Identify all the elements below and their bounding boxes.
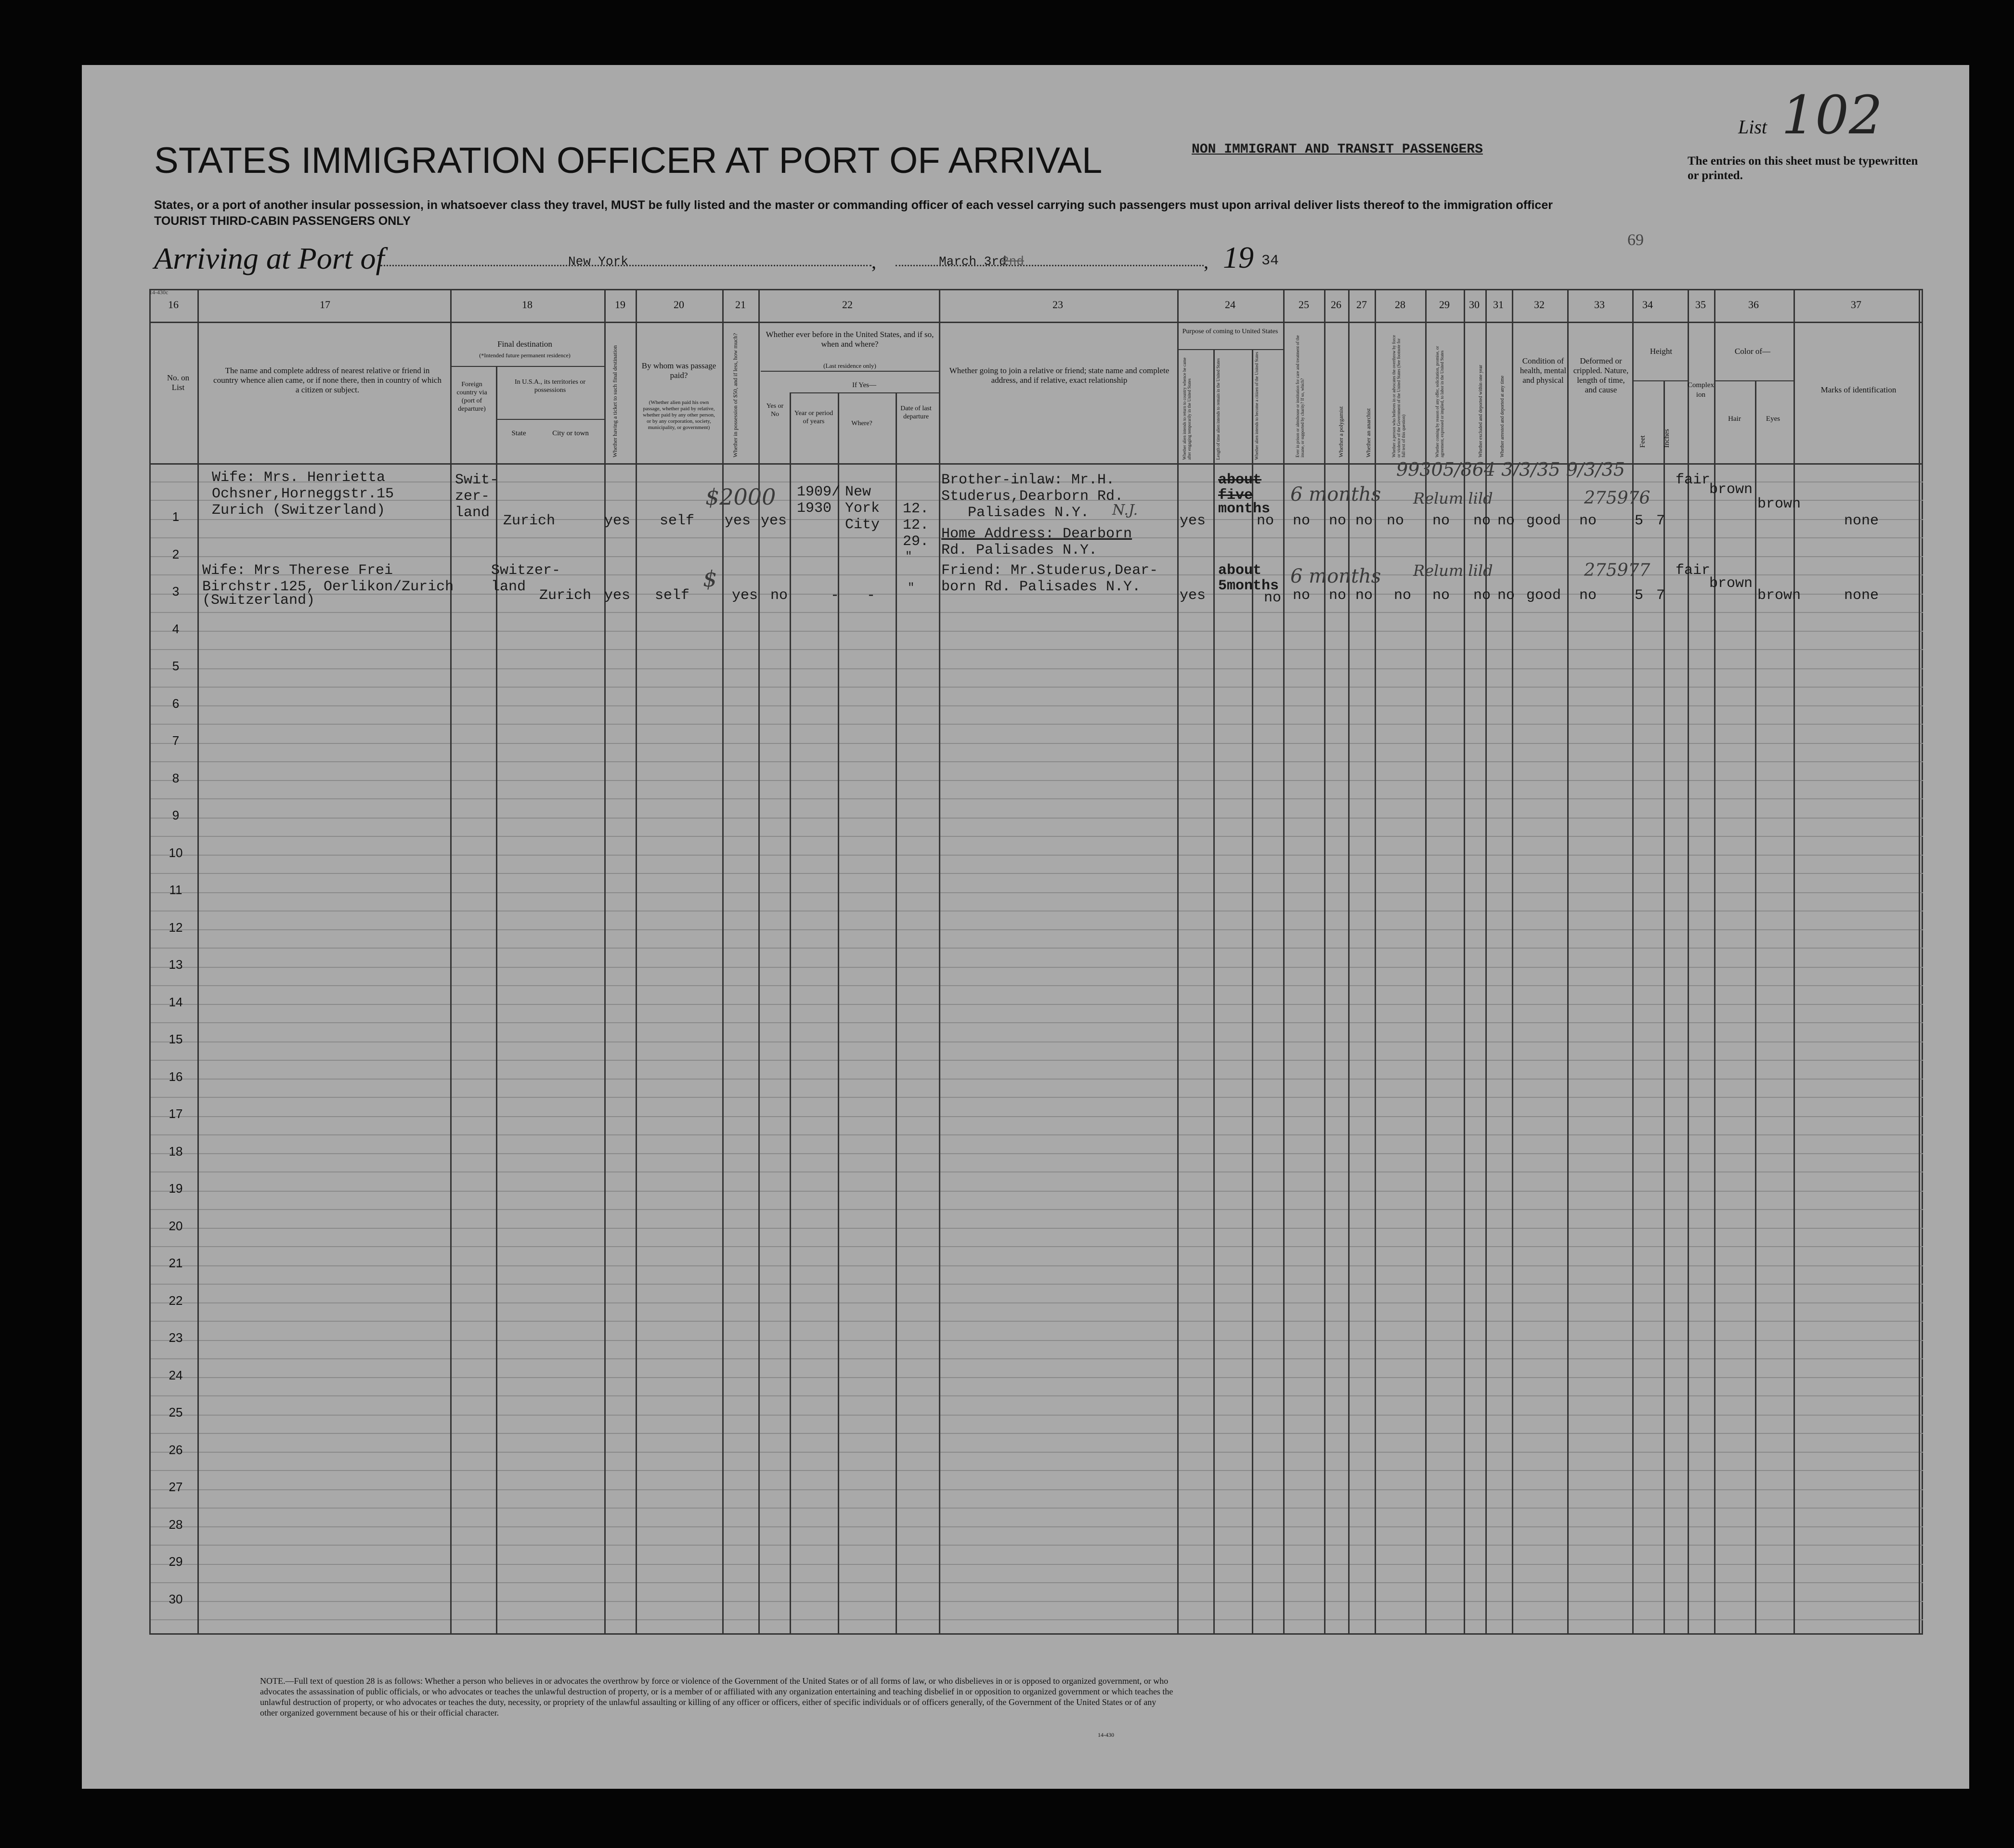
column-number: 24 — [1225, 299, 1235, 311]
row-line — [149, 1004, 1923, 1005]
row-line — [149, 743, 1923, 744]
row-line — [149, 1284, 1923, 1285]
entry1-years-2: 1930 — [797, 500, 832, 517]
row-line — [149, 1060, 1923, 1061]
entry3-anarchist: no — [1355, 587, 1373, 604]
entry1-polygamist: no — [1329, 513, 1347, 529]
entry3-money-hand: $ — [703, 566, 717, 592]
row-line — [149, 1564, 1923, 1565]
entry3-polygamist: no — [1329, 587, 1347, 604]
entry1-country-3: land — [455, 505, 490, 521]
subrule-18 — [450, 366, 604, 367]
instructions: States, or a port of another insular possession, in whatsoever class they travel, MUST be fully listed and the master or commanding officer of each vessel carrying such passengers must upon arrival deliver lists thereof to the immigration officer — [154, 198, 1553, 212]
entry1-country-2: zer- — [455, 488, 490, 505]
entry3-relative-line1: Wife: Mrs Therese Frei — [202, 562, 393, 579]
row-line — [149, 668, 1923, 669]
row-line — [149, 761, 1923, 762]
column-number: 22 — [842, 299, 853, 311]
row-number: 1 — [172, 509, 180, 524]
entry1-feet: 5 — [1635, 513, 1644, 529]
entry3-marks: none — [1844, 587, 1879, 604]
row-line — [149, 1508, 1923, 1509]
entry1-labor: no — [1432, 513, 1450, 529]
row-number: 26 — [169, 1442, 183, 1457]
entry1-departure-2: 12. — [903, 517, 929, 534]
column-line — [838, 392, 839, 1635]
entry1-complexion: fair — [1676, 472, 1711, 488]
arrival-port: New York — [568, 254, 628, 269]
header-deformed: Deformed or crippled. Nature, length of time, and cause — [1573, 356, 1629, 394]
column-line — [636, 289, 637, 1635]
entry1-overthrow: no — [1387, 513, 1404, 529]
row-line — [149, 985, 1923, 986]
header-purpose: Purpose of coming to United States — [1182, 328, 1278, 335]
entry3-relative-line3: (Switzerland) — [202, 592, 315, 609]
comma: , — [871, 251, 876, 273]
entry3-money: yes — [732, 587, 758, 604]
entry1-eyes: brown — [1757, 496, 1801, 512]
typewritten-note: The entries on this sheet must be typewritten or printed. — [1688, 155, 1918, 182]
row-number: 24 — [169, 1367, 183, 1382]
header-years: Year or period of years — [794, 410, 833, 425]
header-final-destination: Final destination — [497, 339, 552, 349]
entry3-labor: no — [1432, 587, 1450, 604]
subrule-18b — [496, 419, 604, 420]
entry1-return: yes — [1180, 513, 1206, 529]
header-marks: Marks of identification — [1820, 385, 1897, 394]
column-line — [1688, 289, 1689, 1635]
row-number: 17 — [169, 1106, 183, 1121]
header-paid-by: By whom was passage paid? — [641, 361, 716, 380]
column-number: 23 — [1052, 299, 1063, 311]
subrule-34 — [1632, 380, 1688, 381]
header-inches: Inches — [1663, 429, 1671, 448]
header-final-destination-sub: (*Intended future permanent residence) — [479, 352, 571, 359]
column-line — [896, 392, 897, 1635]
entry1-where-1: New — [845, 484, 871, 500]
header-labor: Whether coming by reason of any offer, solicitation, promise, or agreement, expressed or implied, to labor in the United States — [1435, 346, 1444, 457]
column-number: 36 — [1748, 299, 1759, 311]
row-line — [149, 705, 1923, 706]
column-line — [1755, 380, 1756, 1635]
column-line — [1283, 289, 1285, 1635]
header-last-departure: Date of last departure — [900, 405, 932, 420]
row-line — [149, 1246, 1923, 1247]
row-number: 2 — [172, 547, 180, 561]
header-excluded: Whether excluded and deported within one year — [1478, 364, 1483, 457]
entry3-excluded: no — [1473, 587, 1491, 604]
row-number: 23 — [169, 1330, 183, 1345]
row-line — [149, 1153, 1923, 1154]
header-yes-no: Yes or No — [766, 403, 784, 418]
row-number: 18 — [169, 1144, 183, 1158]
row-line — [149, 687, 1923, 688]
header-hair: Hair — [1728, 415, 1741, 423]
row-line — [149, 1340, 1923, 1341]
row-number: 12 — [169, 920, 183, 935]
column-number: 28 — [1395, 299, 1405, 311]
row-line — [149, 1191, 1923, 1192]
header-complexion: Complexion — [1688, 381, 1714, 399]
header-relative: The name and complete address of nearest relative or friend in country whence alien came, or if none there, then in country of which a citizen or subject. — [213, 366, 442, 394]
row-line — [149, 873, 1923, 874]
entry1-paid-by: self — [660, 513, 695, 529]
entry1-money-hand: $2000 — [705, 484, 776, 510]
entry1-money: yes — [725, 513, 751, 529]
entry1-where-3: City — [845, 517, 880, 533]
comma: , — [1204, 251, 1208, 273]
column-line — [1213, 349, 1215, 1635]
row-number: 25 — [169, 1405, 183, 1419]
header-health: Condition of health, mental and physical — [1520, 356, 1567, 385]
column-number: 18 — [522, 299, 533, 311]
entry1-relative-line1: Wife: Mrs. Henrietta — [212, 469, 386, 486]
arrival-label: Arriving at Port of — [154, 241, 385, 275]
entry3-return: yes — [1180, 587, 1206, 604]
row-line — [149, 1097, 1923, 1098]
entry3-departure: " — [908, 582, 915, 595]
entry3-joining-2: born Rd. Palisades N.Y. — [941, 579, 1141, 595]
column-line — [1567, 289, 1569, 1635]
entry3-joining-1: Friend: Mr.Studerus,Dear- — [941, 562, 1158, 579]
row-line — [149, 1433, 1923, 1434]
header-eyes: Eyes — [1766, 415, 1780, 423]
row-line — [149, 1470, 1923, 1471]
row-number: 5 — [172, 659, 180, 673]
entry1-length-hand: 6 months — [1290, 483, 1381, 506]
entry1-marks: none — [1844, 513, 1879, 529]
column-line — [197, 289, 199, 1635]
row-number: 28 — [169, 1517, 183, 1532]
row-line — [149, 798, 1923, 799]
column-line — [496, 366, 497, 1635]
entry3-years: - — [831, 587, 840, 604]
row-number: 4 — [172, 621, 180, 636]
column-line — [1663, 380, 1665, 1635]
entry3-inches: 7 — [1656, 587, 1665, 604]
entry1-citizen: no — [1257, 513, 1274, 529]
row-number: 27 — [169, 1480, 183, 1494]
header-feet: Feet — [1639, 435, 1647, 448]
row-number: 9 — [172, 808, 180, 822]
header-height: Height — [1650, 347, 1673, 356]
header-bottom-rule — [149, 463, 1923, 465]
header-citizen: Whether alien intends to become a citizen of the United States — [1254, 351, 1259, 460]
entry1-relative-line2: Ochsner,Horneggstr.15 — [212, 486, 394, 502]
entry1-joining-2: Studerus,Dearborn Rd. — [941, 488, 1124, 505]
entry3-length-1: about — [1218, 562, 1262, 579]
entry1-years-1: 1909/ — [797, 484, 841, 500]
subrule-24 — [1177, 349, 1283, 350]
column-number: 16 — [168, 299, 179, 311]
row-line — [149, 1358, 1923, 1359]
entry1-ticket: yes — [604, 513, 631, 529]
column-line — [450, 289, 452, 1635]
row-line — [149, 1321, 1923, 1322]
row-line — [149, 836, 1923, 837]
row-number: 6 — [172, 696, 180, 711]
row-line — [149, 631, 1923, 632]
entry1-hair: brown — [1709, 482, 1753, 498]
entry1-before: yes — [761, 513, 787, 529]
row-number: 14 — [169, 994, 183, 1009]
row-line — [149, 649, 1923, 650]
entry1-departure-3: 29. — [903, 534, 929, 550]
column-number: 33 — [1594, 299, 1605, 311]
row-line — [149, 1265, 1923, 1266]
list-label: List — [1738, 116, 1767, 138]
header-money: Whether in possession of $50, and if less, how much? — [732, 333, 739, 457]
entry1-country-1: Swit- — [455, 472, 499, 488]
entry3-ticket: yes — [604, 587, 631, 604]
entry1-arrested: no — [1497, 513, 1515, 529]
header-no-on-list: No. on List — [167, 373, 190, 392]
row-line — [149, 818, 1923, 819]
row-number: 20 — [169, 1218, 183, 1233]
header-before-sub: (Last residence only) — [823, 362, 876, 369]
column-number: 31 — [1493, 299, 1504, 311]
entry1-length-1: about — [1218, 472, 1262, 488]
entry3-feet: 5 — [1635, 587, 1644, 604]
column-number: 27 — [1356, 299, 1367, 311]
column-number: 32 — [1534, 299, 1545, 311]
row-line — [149, 612, 1923, 613]
column-number: 19 — [615, 299, 625, 311]
entry3-before: no — [770, 587, 788, 604]
row-line — [149, 1395, 1923, 1396]
row-number: 7 — [172, 733, 180, 748]
row-number: 29 — [169, 1554, 183, 1569]
column-number-rule — [149, 322, 1923, 323]
row-line — [149, 855, 1923, 856]
header-overthrow: Whether a person who believes in or advocates the overthrow by force or violence of the Government of the United States (See footnote for full text of this question) — [1391, 335, 1406, 457]
entry3-arrested: no — [1497, 587, 1515, 604]
arrival-date: March 3rd — [939, 254, 1007, 269]
entry3-relative-line2: Birchstr.125, Oerlikon/Zurich — [202, 579, 454, 595]
entry1-anarchist: no — [1355, 513, 1373, 529]
subrule-36 — [1714, 380, 1793, 381]
row-line — [149, 1452, 1923, 1453]
passenger-class: TOURIST THIRD-CABIN PASSENGERS ONLY — [154, 214, 411, 228]
column-line — [1512, 289, 1513, 1635]
header-foreign-country: Foreign country via (port of departure) — [456, 381, 487, 413]
struck-date: 2nd — [1001, 254, 1024, 269]
row-number: 21 — [169, 1256, 183, 1270]
column-number: 30 — [1469, 299, 1480, 311]
entry1-excluded: no — [1473, 513, 1491, 529]
column-line — [1793, 289, 1795, 1635]
column-line — [604, 289, 606, 1635]
row-line — [149, 1228, 1923, 1229]
header-usa: In U.S.A., its territories or possessions — [515, 378, 585, 394]
footnote-code: 14-430 — [1098, 1731, 1114, 1738]
row-number: 15 — [169, 1032, 183, 1046]
row-number: 11 — [169, 883, 182, 897]
entry1-deformed: no — [1579, 513, 1597, 529]
subrule-22 — [761, 371, 939, 372]
header-paid-by-sub: (Whether alien paid his own passage, whether paid by relative, whether paid by any other person, or by any corporation, society, municipality, or government) — [643, 400, 715, 430]
entry3-country-1: Switzer- — [491, 562, 561, 579]
header-anarchist: Whether an anarchist — [1365, 408, 1372, 457]
entry3-eyes: brown — [1757, 587, 1801, 604]
entry3-deformed: no — [1579, 587, 1597, 604]
row-number: 16 — [169, 1069, 183, 1084]
entry3-annotation-3: 275977 — [1584, 560, 1650, 580]
row-line — [149, 1209, 1923, 1210]
row-number: 30 — [169, 1591, 183, 1606]
column-number: 29 — [1439, 299, 1450, 311]
header-joining: Whether going to join a relative or friend; state name and complete address, and if relative, exact relationship — [949, 366, 1169, 385]
year-suffix: 34 — [1261, 253, 1279, 269]
header-return: Whether alien intends to return to country whence he came after engaging temporarily in the United States — [1182, 357, 1192, 460]
header-state: State — [511, 429, 526, 437]
entry1-departure-1: 12. — [903, 501, 929, 517]
entry3-annotation-2: Relum lild — [1413, 561, 1493, 580]
row-number: 13 — [169, 957, 183, 972]
row-line — [149, 1134, 1923, 1135]
row-line — [149, 780, 1923, 781]
column-number: 26 — [1331, 299, 1341, 311]
header-where: Where? — [851, 420, 872, 427]
entry3-paid-by: self — [655, 587, 690, 604]
header-if-yes: If Yes— — [852, 381, 876, 389]
column-number: 34 — [1642, 299, 1653, 311]
header-prison: Ever in prison or almshouse or institution for care and treatment of the insane, or supported by charity? If so, which? — [1295, 335, 1305, 457]
row-line — [149, 929, 1923, 930]
header-length: Length of time alien intends to remain in the United States — [1216, 358, 1221, 460]
row-line — [149, 1526, 1923, 1527]
entry1-home-1: Home Address: Dearborn — [941, 526, 1132, 542]
entry3-citizen: no — [1264, 590, 1282, 606]
entry3-overthrow: no — [1394, 587, 1412, 604]
entry1-city: Zurich — [503, 513, 556, 529]
row-line — [149, 1079, 1923, 1080]
entry1-relative-line3: Zurich (Switzerland) — [212, 502, 386, 519]
entry3-length-hand: 6 months — [1290, 565, 1381, 587]
header-color: Color of— — [1734, 347, 1771, 356]
entry3-city: Zurich — [539, 587, 592, 604]
row-number: 22 — [169, 1293, 183, 1308]
row-line — [149, 1116, 1923, 1117]
form-code: 14-430c — [149, 289, 169, 296]
row-number: 10 — [169, 845, 183, 860]
entry3-where: - — [867, 587, 876, 604]
column-number: 25 — [1299, 299, 1309, 311]
row-line — [149, 1582, 1923, 1583]
header-city: City or town — [552, 429, 589, 437]
column-line — [939, 289, 940, 1635]
column-number: 20 — [674, 299, 684, 311]
row-line — [149, 1545, 1923, 1546]
entry1-annotation-2: Relum lild — [1413, 489, 1493, 508]
entry1-where-2: York — [845, 500, 880, 517]
column-line — [790, 392, 791, 1635]
column-number: 37 — [1851, 299, 1861, 311]
column-number: 21 — [735, 299, 746, 311]
entry1-length-3: months — [1218, 501, 1271, 517]
sheet-number: 69 — [1627, 231, 1644, 249]
row-line — [149, 892, 1923, 893]
row-line — [149, 1041, 1923, 1042]
row-line — [149, 1377, 1923, 1378]
entry3-complexion: fair — [1676, 562, 1711, 579]
row-number: 8 — [172, 770, 180, 785]
entry1-annotation-3: 275976 — [1584, 488, 1650, 508]
header-arrested: Whether arrested and deported at any time — [1500, 376, 1505, 457]
entry1-annotation: 99305/864 3/3/35 9/3/35 — [1396, 459, 1625, 480]
entry1-inches: 7 — [1656, 513, 1665, 529]
entry1-prison: no — [1293, 513, 1311, 529]
header-ticket: Whether having a ticket to such final destination — [611, 345, 618, 457]
column-line — [1919, 289, 1920, 1635]
list-number: 102 — [1781, 84, 1883, 146]
entry1-home-2: Rd. Palisades N.Y. — [941, 542, 1098, 559]
entry2-ditto: " — [905, 550, 912, 563]
column-line — [1252, 349, 1253, 1635]
row-line — [149, 1171, 1923, 1172]
footnote: NOTE.—Full text of question 28 is as follows: Whether a person who believes in or advocates the overthrow by force or violence of the Government of the United States or of all forms of law, or who disbelieves in or is opposed to organized government, or who advocates the assassination of public officials, or who advocates or teaches the unlawful destruction of property, or is a member of or affiliated with any organization entertaining and teaching disbelief in or opposition to organized government or which teaches the unlawful destruction of property, or who advocates or teaches the duty, necessity, or propriety of the unlawful assaulting or killing of any officer or officers, either of specific individuals or of officers generally, of the Government of the United States or of any other organized government because of his or their official character. — [260, 1676, 1173, 1718]
entry1-joining-1: Brother-inlaw: Mr.H. — [941, 472, 1115, 488]
entry1-health: good — [1526, 513, 1561, 529]
row-line — [149, 948, 1923, 949]
entry1-length-2: five — [1218, 487, 1253, 504]
row-line — [149, 1619, 1923, 1620]
row-line — [149, 1601, 1923, 1602]
header-polygamist: Whether a polygamist — [1338, 406, 1344, 457]
entry1-joining-hand: N.J. — [1112, 502, 1138, 519]
entry3-prison: no — [1293, 587, 1311, 604]
entry3-country-2: land — [491, 579, 526, 595]
column-number: 35 — [1695, 299, 1706, 311]
row-line — [149, 967, 1923, 968]
row-line — [149, 1489, 1923, 1490]
row-number: 3 — [172, 584, 180, 599]
row-line — [149, 1415, 1923, 1416]
row-line — [149, 1022, 1923, 1023]
column-line — [1177, 289, 1179, 1635]
row-number: 19 — [169, 1181, 183, 1196]
column-line — [149, 289, 151, 1635]
passenger-type: NON IMMIGRANT AND TRANSIT PASSENGERS — [1192, 142, 1483, 157]
entry1-joining-3: Palisades N.Y. — [968, 505, 1090, 521]
row-line — [149, 724, 1923, 725]
entry3-length-2: 5months — [1218, 578, 1279, 594]
entry3-hair: brown — [1709, 575, 1753, 592]
subrule-22b — [790, 392, 939, 393]
entry3-health: good — [1526, 587, 1561, 604]
year-prefix: 19 — [1223, 240, 1254, 274]
form-title: STATES IMMIGRATION OFFICER AT PORT OF ARRIVAL — [154, 140, 1103, 181]
header-before-in-us: Whether ever before in the United States, and if so, when and where? — [766, 330, 934, 349]
row-line — [149, 1302, 1923, 1303]
column-number: 17 — [320, 299, 330, 311]
